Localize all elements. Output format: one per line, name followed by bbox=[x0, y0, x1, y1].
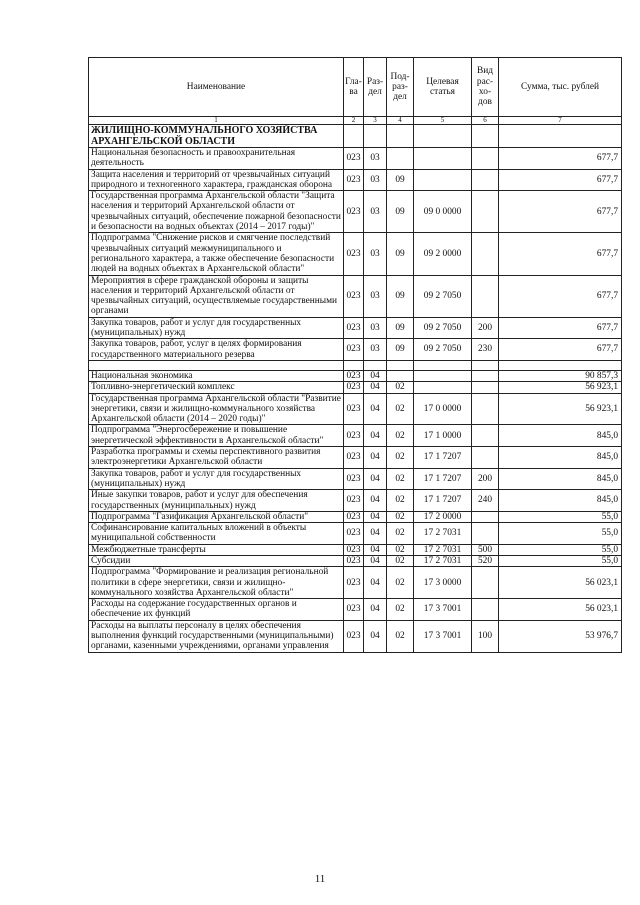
cell-sum: 56 023,1 bbox=[499, 567, 622, 599]
column-number: 1 bbox=[89, 117, 344, 125]
cell-statya bbox=[414, 360, 472, 370]
header-vid: Вид рас-хо-дов bbox=[472, 58, 499, 117]
cell-podrazdel bbox=[387, 148, 414, 170]
cell-statya: 17 2 7031 bbox=[414, 555, 472, 566]
cell-vid bbox=[472, 370, 499, 381]
table-row bbox=[89, 233, 622, 275]
cell-vid: 200 bbox=[472, 468, 499, 490]
cell-name: Государственная программа Архангельской области "Защита населения и территорий Архангельской области от чрезвычайных ситуаций, обеспечение пожарной безопасности и безопасности на водных объектах (2014 – 2017 годы)" bbox=[89, 191, 344, 233]
page-number: 11 bbox=[314, 873, 326, 885]
header-name: Наименование bbox=[89, 58, 344, 117]
cell-glava: 023 bbox=[344, 523, 364, 545]
cell-podrazdel: 02 bbox=[387, 620, 414, 652]
cell-name: Субсидии bbox=[89, 555, 344, 566]
cell-razdel: 04 bbox=[364, 370, 387, 381]
cell-razdel: 03 bbox=[364, 169, 387, 191]
cell-sum: 677,7 bbox=[499, 233, 622, 275]
cell-razdel: 04 bbox=[364, 620, 387, 652]
table-row bbox=[89, 555, 622, 566]
cell-name: Государственная программа Архангельской области "Развитие энергетики, связи и жилищно-коммунального хозяйства Архангельской области (2014 – 2020 годы)" bbox=[89, 393, 344, 425]
table-row bbox=[89, 490, 622, 512]
cell-podrazdel: 02 bbox=[387, 490, 414, 512]
blank-row bbox=[89, 360, 622, 370]
cell-razdel: 04 bbox=[364, 447, 387, 469]
cell-glava bbox=[344, 125, 364, 148]
cell-vid bbox=[472, 382, 499, 393]
cell-sum: 90 857,3 bbox=[499, 370, 622, 381]
cell-name: Мероприятия в сфере гражданской обороны и защиты населения и территорий Архангельской области от чрезвычайных ситуаций, осуществляемые государственными органами bbox=[89, 275, 344, 317]
cell-razdel: 03 bbox=[364, 148, 387, 170]
cell-podrazdel: 02 bbox=[387, 511, 414, 522]
cell-vid bbox=[472, 275, 499, 317]
header-glava: Гла-ва bbox=[344, 58, 364, 117]
cell-glava: 023 bbox=[344, 275, 364, 317]
cell-name: Национальная безопасность и правоохранительная деятельность bbox=[89, 148, 344, 170]
cell-name: Подпрограмма "Снижение рисков и смягчение последствий чрезвычайных ситуаций межмуниципального и регионального характера, а также обеспечение безопасности людей на водных объектах в Архангельской области" bbox=[89, 233, 344, 275]
cell-glava: 023 bbox=[344, 567, 364, 599]
cell-razdel: 04 bbox=[364, 523, 387, 545]
cell-statya: 17 1 7207 bbox=[414, 468, 472, 490]
cell-sum: 677,7 bbox=[499, 275, 622, 317]
table-row bbox=[89, 599, 622, 621]
cell-sum: 55,0 bbox=[499, 555, 622, 566]
budget-table bbox=[88, 57, 622, 653]
cell-podrazdel: 09 bbox=[387, 191, 414, 233]
cell-vid: 240 bbox=[472, 490, 499, 512]
cell-podrazdel: 02 bbox=[387, 599, 414, 621]
cell-name: Подпрограмма "Газификация Архангельской области" bbox=[89, 511, 344, 522]
cell-sum: 56 923,1 bbox=[499, 382, 622, 393]
cell-sum: 845,0 bbox=[499, 468, 622, 490]
header-podrazdel: Под-раз-дел bbox=[387, 58, 414, 117]
cell-podrazdel bbox=[387, 360, 414, 370]
table-row bbox=[89, 339, 622, 361]
column-number: 5 bbox=[414, 117, 472, 125]
cell-statya: 17 2 7031 bbox=[414, 544, 472, 555]
table-row bbox=[89, 275, 622, 317]
cell-sum: 845,0 bbox=[499, 447, 622, 469]
column-number-row bbox=[89, 117, 622, 125]
cell-name: Закупка товаров, работ, услуг в целях формирования государственного материального резерва bbox=[89, 339, 344, 361]
cell-statya: 09 2 7050 bbox=[414, 275, 472, 317]
column-number: 2 bbox=[344, 117, 364, 125]
cell-razdel bbox=[364, 125, 387, 148]
cell-razdel: 04 bbox=[364, 382, 387, 393]
cell-name: ЖИЛИЩНО-КОММУНАЛЬНОГО ХОЗЯЙСТВА АРХАНГЕЛЬСКОЙ ОБЛАСТИ bbox=[89, 125, 344, 148]
cell-podrazdel: 09 bbox=[387, 275, 414, 317]
cell-vid bbox=[472, 567, 499, 599]
cell-sum: 845,0 bbox=[499, 425, 622, 447]
cell-razdel bbox=[364, 360, 387, 370]
cell-vid bbox=[472, 523, 499, 545]
cell-vid bbox=[472, 191, 499, 233]
cell-statya: 17 3 7001 bbox=[414, 620, 472, 652]
cell-razdel: 04 bbox=[364, 490, 387, 512]
cell-glava: 023 bbox=[344, 339, 364, 361]
cell-podrazdel: 02 bbox=[387, 555, 414, 566]
cell-glava: 023 bbox=[344, 447, 364, 469]
cell-razdel: 03 bbox=[364, 339, 387, 361]
cell-name: Подпрограмма "Энергосбережение и повышение энергетической эффективности в Архангельской области" bbox=[89, 425, 344, 447]
table-row bbox=[89, 523, 622, 545]
cell-razdel: 04 bbox=[364, 393, 387, 425]
table-row bbox=[89, 468, 622, 490]
cell-glava: 023 bbox=[344, 148, 364, 170]
cell-podrazdel: 02 bbox=[387, 544, 414, 555]
cell-glava: 023 bbox=[344, 370, 364, 381]
cell-statya: 17 1 0000 bbox=[414, 425, 472, 447]
cell-razdel: 04 bbox=[364, 567, 387, 599]
cell-podrazdel: 02 bbox=[387, 523, 414, 545]
table-header-row bbox=[89, 58, 622, 117]
cell-statya: 17 1 7207 bbox=[414, 447, 472, 469]
cell-podrazdel bbox=[387, 125, 414, 148]
cell-name: Разработка программы и схемы перспективного развития электроэнергетики Архангельской области bbox=[89, 447, 344, 469]
header-sum: Сумма, тыс. рублей bbox=[499, 58, 622, 117]
cell-glava: 023 bbox=[344, 169, 364, 191]
cell-vid: 230 bbox=[472, 339, 499, 361]
cell-glava: 023 bbox=[344, 425, 364, 447]
cell-statya bbox=[414, 148, 472, 170]
table-row bbox=[89, 425, 622, 447]
cell-sum: 677,7 bbox=[499, 169, 622, 191]
cell-sum: 56 923,1 bbox=[499, 393, 622, 425]
cell-glava: 023 bbox=[344, 599, 364, 621]
table-body bbox=[89, 125, 622, 653]
cell-glava bbox=[344, 360, 364, 370]
cell-glava: 023 bbox=[344, 468, 364, 490]
cell-statya: 17 2 7031 bbox=[414, 523, 472, 545]
cell-podrazdel: 09 bbox=[387, 169, 414, 191]
cell-podrazdel bbox=[387, 370, 414, 381]
cell-name: Закупка товаров, работ и услуг для государственных (муниципальных) нужд bbox=[89, 317, 344, 339]
cell-name: Защита населения и территорий от чрезвычайных ситуаций природного и техногенного характера, гражданская оборона bbox=[89, 169, 344, 191]
cell-name: Расходы на выплаты персоналу в целях обеспечения выполнения функций государственными (муниципальными) органами, казенными учреждениями, органами управления bbox=[89, 620, 344, 652]
cell-glava: 023 bbox=[344, 233, 364, 275]
table-row bbox=[89, 317, 622, 339]
cell-sum: 677,7 bbox=[499, 339, 622, 361]
cell-sum: 55,0 bbox=[499, 511, 622, 522]
cell-statya bbox=[414, 125, 472, 148]
cell-razdel: 03 bbox=[364, 317, 387, 339]
table-row bbox=[89, 370, 622, 381]
cell-name: Расходы на содержание государственных органов и обеспечение их функций bbox=[89, 599, 344, 621]
cell-statya: 17 3 7001 bbox=[414, 599, 472, 621]
cell-statya: 17 3 0000 bbox=[414, 567, 472, 599]
cell-name: Иные закупки товаров, работ и услуг для обеспечения государственных (муниципальных) нужд bbox=[89, 490, 344, 512]
cell-sum: 677,7 bbox=[499, 317, 622, 339]
column-number: 7 bbox=[499, 117, 622, 125]
header-statya: Целевая статья bbox=[414, 58, 472, 117]
column-number: 3 bbox=[364, 117, 387, 125]
cell-glava: 023 bbox=[344, 382, 364, 393]
cell-podrazdel: 09 bbox=[387, 233, 414, 275]
section-row bbox=[89, 125, 622, 148]
cell-name: Закупка товаров, работ и услуг для государственных (муниципальных) нужд bbox=[89, 468, 344, 490]
cell-vid: 100 bbox=[472, 620, 499, 652]
cell-sum: 55,0 bbox=[499, 544, 622, 555]
column-number: 6 bbox=[472, 117, 499, 125]
cell-razdel: 03 bbox=[364, 275, 387, 317]
cell-name: Подпрограмма "Формирование и реализация региональной политики в сфере энергетики, связи и жилищно-коммунального хозяйства Архангельской области" bbox=[89, 567, 344, 599]
cell-statya: 09 2 0000 bbox=[414, 233, 472, 275]
cell-sum: 55,0 bbox=[499, 523, 622, 545]
cell-sum: 56 023,1 bbox=[499, 599, 622, 621]
table-row bbox=[89, 393, 622, 425]
cell-statya: 09 0 0000 bbox=[414, 191, 472, 233]
cell-razdel: 04 bbox=[364, 468, 387, 490]
cell-vid bbox=[472, 360, 499, 370]
cell-name: Топливно-энергетический комплекс bbox=[89, 382, 344, 393]
cell-name bbox=[89, 360, 344, 370]
cell-glava: 023 bbox=[344, 555, 364, 566]
cell-vid bbox=[472, 511, 499, 522]
cell-glava: 023 bbox=[344, 393, 364, 425]
cell-podrazdel: 02 bbox=[387, 447, 414, 469]
table-row bbox=[89, 169, 622, 191]
cell-vid bbox=[472, 447, 499, 469]
cell-vid bbox=[472, 125, 499, 148]
cell-name: Софинансирование капитальных вложений в объекты муниципальной собственности bbox=[89, 523, 344, 545]
cell-razdel: 04 bbox=[364, 425, 387, 447]
cell-vid bbox=[472, 169, 499, 191]
cell-razdel: 04 bbox=[364, 544, 387, 555]
cell-glava: 023 bbox=[344, 191, 364, 233]
cell-statya bbox=[414, 370, 472, 381]
cell-vid: 520 bbox=[472, 555, 499, 566]
budget-table-container bbox=[88, 57, 621, 653]
cell-name: Национальная экономика bbox=[89, 370, 344, 381]
cell-razdel: 03 bbox=[364, 233, 387, 275]
cell-razdel: 03 bbox=[364, 191, 387, 233]
table-row bbox=[89, 382, 622, 393]
cell-vid bbox=[472, 393, 499, 425]
cell-statya: 17 2 0000 bbox=[414, 511, 472, 522]
cell-statya: 17 1 7207 bbox=[414, 490, 472, 512]
cell-vid bbox=[472, 425, 499, 447]
cell-sum: 845,0 bbox=[499, 490, 622, 512]
cell-statya: 17 0 0000 bbox=[414, 393, 472, 425]
cell-podrazdel: 02 bbox=[387, 425, 414, 447]
cell-vid bbox=[472, 599, 499, 621]
cell-vid bbox=[472, 148, 499, 170]
table-row bbox=[89, 544, 622, 555]
cell-podrazdel: 02 bbox=[387, 382, 414, 393]
cell-vid: 500 bbox=[472, 544, 499, 555]
header-razdel: Раз-дел bbox=[364, 58, 387, 117]
table-row bbox=[89, 447, 622, 469]
column-number: 4 bbox=[387, 117, 414, 125]
cell-podrazdel: 02 bbox=[387, 393, 414, 425]
cell-glava: 023 bbox=[344, 544, 364, 555]
cell-glava: 023 bbox=[344, 620, 364, 652]
cell-statya bbox=[414, 169, 472, 191]
cell-glava: 023 bbox=[344, 490, 364, 512]
cell-podrazdel: 09 bbox=[387, 317, 414, 339]
cell-sum bbox=[499, 125, 622, 148]
cell-name: Межбюджетные трансферты bbox=[89, 544, 344, 555]
cell-sum: 53 976,7 bbox=[499, 620, 622, 652]
cell-sum: 677,7 bbox=[499, 148, 622, 170]
table-row bbox=[89, 148, 622, 170]
cell-statya: 09 2 7050 bbox=[414, 339, 472, 361]
cell-sum: 677,7 bbox=[499, 191, 622, 233]
table-row bbox=[89, 511, 622, 522]
cell-vid: 200 bbox=[472, 317, 499, 339]
table-row bbox=[89, 620, 622, 652]
cell-razdel: 04 bbox=[364, 511, 387, 522]
cell-podrazdel: 02 bbox=[387, 468, 414, 490]
cell-vid bbox=[472, 233, 499, 275]
cell-razdel: 04 bbox=[364, 555, 387, 566]
table-row bbox=[89, 567, 622, 599]
cell-statya: 09 2 7050 bbox=[414, 317, 472, 339]
cell-glava: 023 bbox=[344, 511, 364, 522]
cell-sum bbox=[499, 360, 622, 370]
cell-statya bbox=[414, 382, 472, 393]
cell-podrazdel: 02 bbox=[387, 567, 414, 599]
cell-razdel: 04 bbox=[364, 599, 387, 621]
cell-glava: 023 bbox=[344, 317, 364, 339]
cell-podrazdel: 09 bbox=[387, 339, 414, 361]
table-row bbox=[89, 191, 622, 233]
